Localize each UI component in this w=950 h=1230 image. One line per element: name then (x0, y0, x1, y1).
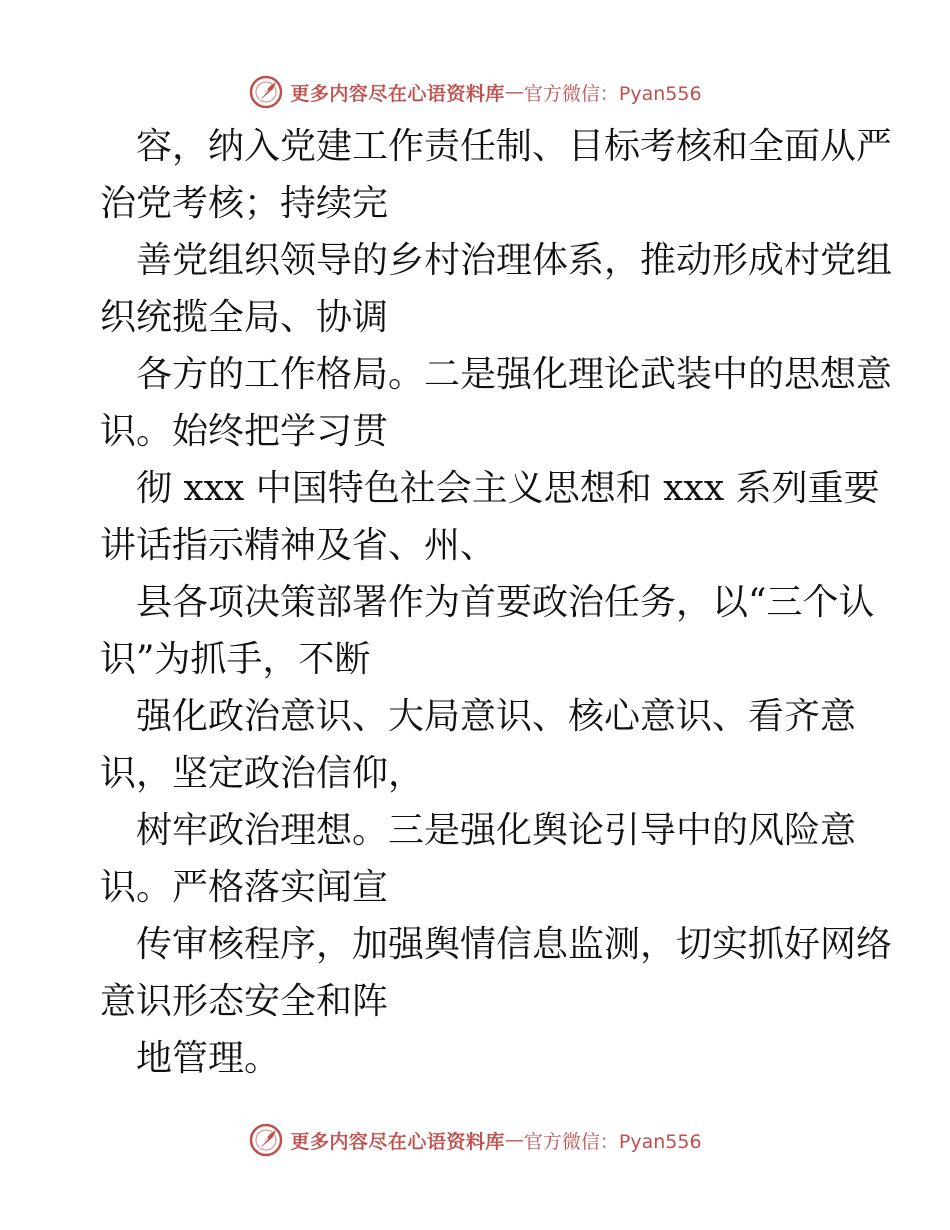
paragraph-line-second: 识。严格落实闻宣 (100, 867, 389, 908)
paragraph-line-second: 识”为抓手，不断 (100, 639, 371, 680)
paragraph-line-first: 强化政治意识、大局意识、核心意识、看齐意 (136, 696, 857, 737)
quill-logo-icon (248, 1122, 284, 1158)
paragraph (100, 346, 893, 460)
paragraph (100, 460, 880, 574)
paragraph-line-second: 意识形态安全和阵 (100, 981, 389, 1022)
paragraph-line-second: 识。始终把学习贯 (100, 411, 389, 452)
header-banner (0, 72, 950, 112)
paragraph-line-second: 识，坚定政治信仰， (100, 753, 425, 794)
paragraph-line-first: 善党组织领导的乡村治理体系，推动形成村党组 (136, 240, 893, 281)
paragraph-line-second: 织统揽全局、协调 (100, 297, 389, 338)
footer-wechat: 官方微信：Pyan556 (523, 1130, 702, 1153)
paragraph (100, 232, 893, 346)
header-wechat: 官方微信：Pyan556 (523, 82, 702, 105)
paragraph-line-first: 县各项决策部署作为首要政治任务，以“三个认 (136, 582, 875, 623)
footer-text: 更多内容尽在心语资料库 (290, 1130, 505, 1153)
document-body (100, 118, 893, 1087)
paragraph-line-first: 彻 xxx 中国特色社会主义思想和 xxx 系列重要 (136, 468, 880, 509)
header-dash: — (504, 81, 524, 103)
paragraph (100, 688, 860, 802)
paragraph (100, 118, 893, 232)
paragraph-line-first: 地管理。 (136, 1038, 281, 1079)
footer-dash: — (504, 1129, 524, 1151)
quill-logo-icon (248, 74, 284, 110)
paragraph-line-first: 树牢政治理想。三是强化舆论引导中的风险意 (136, 810, 857, 851)
paragraph (100, 916, 893, 1030)
paragraph-line-first: 容，纳入党建工作责任制、目标考核和全面从严 (136, 126, 893, 167)
header-text: 更多内容尽在心语资料库 (290, 82, 505, 105)
paragraph (100, 574, 875, 688)
paragraph-line-first: 各方的工作格局。二是强化理论武装中的思想意 (136, 354, 893, 395)
footer-banner (0, 1120, 950, 1160)
paragraph-line-second: 讲话指示精神及省、州、 (100, 525, 497, 566)
paragraph-line-first: 传审核程序，加强舆情信息监测，切实抓好网络 (136, 924, 893, 965)
paragraph (100, 802, 860, 916)
paragraph (100, 1030, 860, 1087)
paragraph-line-second: 治党考核；持续完 (100, 183, 389, 224)
